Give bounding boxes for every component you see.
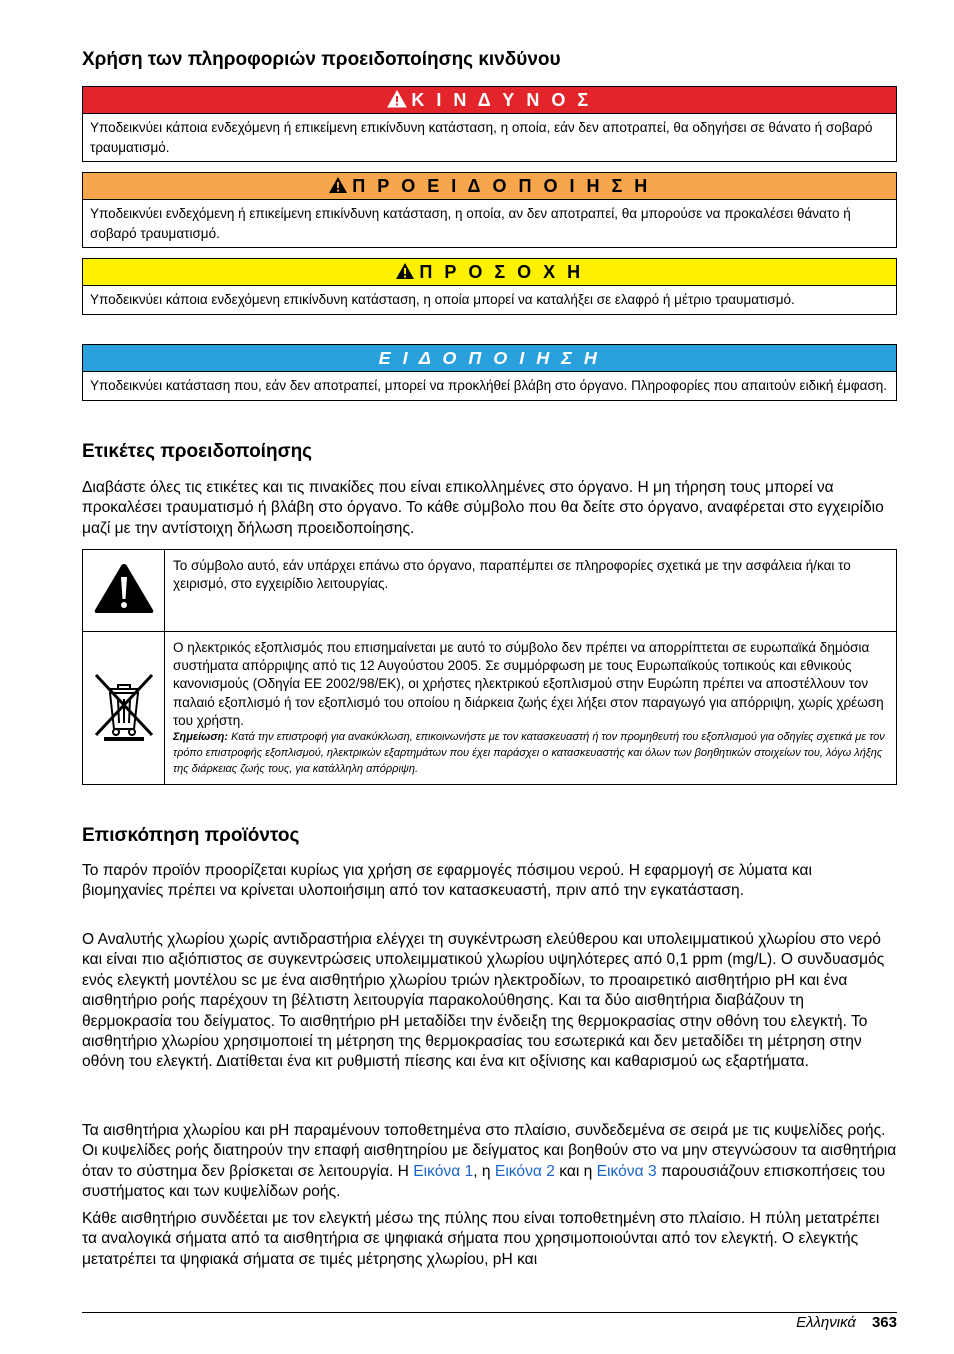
page-footer [796,1313,897,1333]
caution-box [82,258,897,315]
warning-triangle-icon [328,176,348,194]
caution-text: Υποδεικνύει κάποια ενδεχόμενη επικίνδυνη κατάσταση, η οποία μπορεί να καταλήξει σε ελαφρό ή μέτριο τραυματισμό. [90,292,795,307]
warning-text: Υποδεικνύει ενδεχόμενη ή επικείμενη επικίνδυνη κατάσταση, η οποία, αν δεν αποτραπεί, θα μπορούσε να προκαλέσει θάνατο ή σοβαρό τραυματισμό. [90,206,851,241]
note-text: Κατά την επιστροφή για ανακύκλωση, επικοινωνήστε με τον κατασκευαστή ή τον προμηθευτή του εξοπλισμού για οδηγίες σχετικά με τον τρόπο επιστροφής εξοπλισμού, ηλεκτρικών εξαρτημάτων που έχει παράσχει ο κατασκευαστής και όλων των βοηθητικών στοιχείων του, λόγω λήξης της διάρκειας ζωής τους, για κατάλληλη απόρριψη. [173,731,885,775]
notice-label: Ε Ι Δ Ο Π Ο Ι Η Σ Η [378,348,601,368]
figure-1-link[interactable]: Εικόνα 1 [413,1162,474,1180]
warning-triangle-icon [387,90,407,108]
symbol-description: Το σύμβολο αυτό, εάν υπάρχει επάνω στο όργανο, παραπέμπει σε πληροφορίες σχετικά με την ασφάλεια ή/και το χειρισμό, στο εγχειρίδιο λειτουργίας. [165,550,897,632]
p3-text-c: και η [554,1162,597,1180]
warning-labels-intro: Διαβάστε όλες τις ετικέτες και τις πινακίδες που είναι επικολλημένες στο όργανο. Η μη τήρηση τους μπορεί να προκαλέσει τραυματισμό ή βλάβη στο όργανο. Το κάθε σύμβολο που θα δείτε στο όργανο, αναφέρεται στο εγχειρίδιο μαζί με την αντίστοιχη δήλωση προειδοποίησης. [82,479,884,537]
caution-header [83,259,896,286]
notice-header [83,345,896,372]
symbol-cell [83,632,165,785]
section-title-product-overview: Επισκόπηση προϊόντος [82,825,300,846]
danger-header [83,87,896,114]
symbol-cell [83,550,165,632]
footer-divider [82,1312,897,1313]
p3-text-a: Τα αισθητήρια χλωρίου και pH παραμένουν τοποθετημένα στο πλαίσιο, συνδεδεμένα σε σειρά με τις κυψελίδες ροής. Οι κυψελίδες ροής διατηρούν την επαφή αισθητηρίου με δείγματος και βοηθούν στο να μην στεγνώσουν τα αισθητήρια όταν το σύστημα δεν βρίσκεται σε λειτουργία. Η [82,1122,897,1180]
table-row [83,632,897,785]
warning-header [83,173,896,200]
warning-label: Π Ρ Ο Ε Ι Δ Ο Π Ο Ι Η Σ Η [352,176,651,196]
overview-paragraph-1: Το παρόν προϊόν προορίζεται κυρίως για χρήση σε εφαρμογές πόσιμου νερού. Η εφαρμογή σε λύματα και βιομηχανίες πρέπει να κρίνεται υλοποιήσιμη από τον κατασκευαστή, πριν από την εγκατάσταση. [82,862,813,900]
page-number: 363 [871,1314,897,1331]
weee-text: Ο ηλεκτρικός εξοπλισμός που επισημαίνεται με αυτό το σύμβολο δεν πρέπει να απορρίπτεται σε ευρωπαϊκά δημόσια συστήματα απόρριψης από τις 12 Αυγούστου 2005. Σε συμμόρφωση με τους Ευρωπαϊκούς τοπικούς και εθνικούς κανονισμούς (Οδηγία ΕΕ 2002/98/ΕΚ), οι χρήστες ηλεκτρικού εξοπλισμού στην Ευρώπη πρέπει να αποστέλλουν τον παλαιό εξοπλισμό ή τον εξοπλισμό του οποίου η διάρκεια ζωής έχει λήξει στον παραγωγό για απόρριψη, χωρίς χρέωση του χρήστη. [173,640,884,728]
overview-paragraph-2: Ο Αναλυτής χλωρίου χωρίς αντιδραστήρια ελέγχει τη συγκέντρωση ελεύθερου και υπολειμματικού χλωρίου στο νερό και είναι πιο αξιόπιστος σε συγκεντρώσεις υπολειμματικού χλωρίου υψηλότερες από 0,1 ppm (mg/L). Ο συνδυασμός ενός ελεγκτή μοντέλου sc με ένα αισθητήριο χλωρίου τριών ηλεκτροδίων, το προαιρετικό αισθητήριο pH και ένα αισθητήριο ροής παρέχουν τη βέλτιστη λειτουργία παρακολούθησης. Και τα δύο αισθητήρια διαβάζουν τη θερμοκρασία του δείγματος. Το αισθητήριο pH μεταδίδει την ένδειξη της θερμοκρασίας στην οθόνη του ελεγκτή. Το αισθητήριο χλωρίου χρησιμοποιεί τη μέτρηση της θερμοκρασίας του εσωτερικά και δεν μεταδίδει τη μέτρηση στην οθόνη του ελεγκτή. Διατίθεται ένα κιτ ρυθμιστή πίεσης και ένα κιτ οξίνισης και καθαρισμού ως εξαρτήματα. [82,931,885,1071]
warning-triangle-icon [93,561,155,615]
overview-paragraph-3 [82,1121,897,1203]
notice-text: Υποδεικνύει κατάσταση που, εάν δεν αποτραπεί, μπορεί να προκλήθεί βλάβη στο όργανο. Πληροφορίες που απαιτούν ειδική έμφαση. [90,378,888,393]
footer-language: Ελληνικά [796,1314,856,1331]
p3-text-d: παρουσιάζουν επισκοπήσεις του συστήματος και των κυψελίδων ροής. [82,1162,886,1201]
overview-paragraph-4: Κάθε αισθητήριο συνδέεται με τον ελεγκτή μέσω της πύλης που είναι τοποθετημένη στο πλαίσιο. Η πύλη μετατρέπει τα αναλογικά σήματα από τα αισθητήρια σε ψηφιακά σήματα που χρησιμοποιούνται από τον ελεγκτή. Ο ελεγκτής μετατρέπει τα ψηφιακά σήματα σε τιμές μέτρησης χλωρίου, pH και [82,1210,880,1268]
figure-2-link[interactable]: Εικόνα 2 [494,1162,555,1180]
section-title-warning-labels: Ετικέτες προειδοποίησης [82,441,313,462]
notice-box [82,344,897,401]
caution-label: Π Ρ Ο Σ Ο Χ Η [419,262,584,282]
section-title-hazard-info: Χρήση των πληροφοριών προειδοποίησης κινδύνου [82,49,561,70]
warning-labels-table [82,549,897,785]
weee-note [173,730,888,777]
p3-text-b: , η [473,1162,495,1180]
warning-box [82,172,897,248]
danger-box [82,86,897,162]
symbol-description [165,632,897,785]
crossed-bin-icon [90,671,158,741]
danger-label: Κ Ι Ν Δ Υ Ν Ο Σ [411,90,592,110]
figure-3-link[interactable]: Εικόνα 3 [596,1162,657,1180]
danger-text: Υποδεικνύει κάποια ενδεχόμενη ή επικείμενη επικίνδυνη κατάσταση, η οποία, εάν δεν αποτραπεί, θα οδηγήσει σε θάνατο ή σοβαρό τραυματισμό. [90,120,873,155]
table-row [83,550,897,632]
note-label: Σημείωση: [173,731,229,744]
warning-triangle-icon [395,262,415,280]
